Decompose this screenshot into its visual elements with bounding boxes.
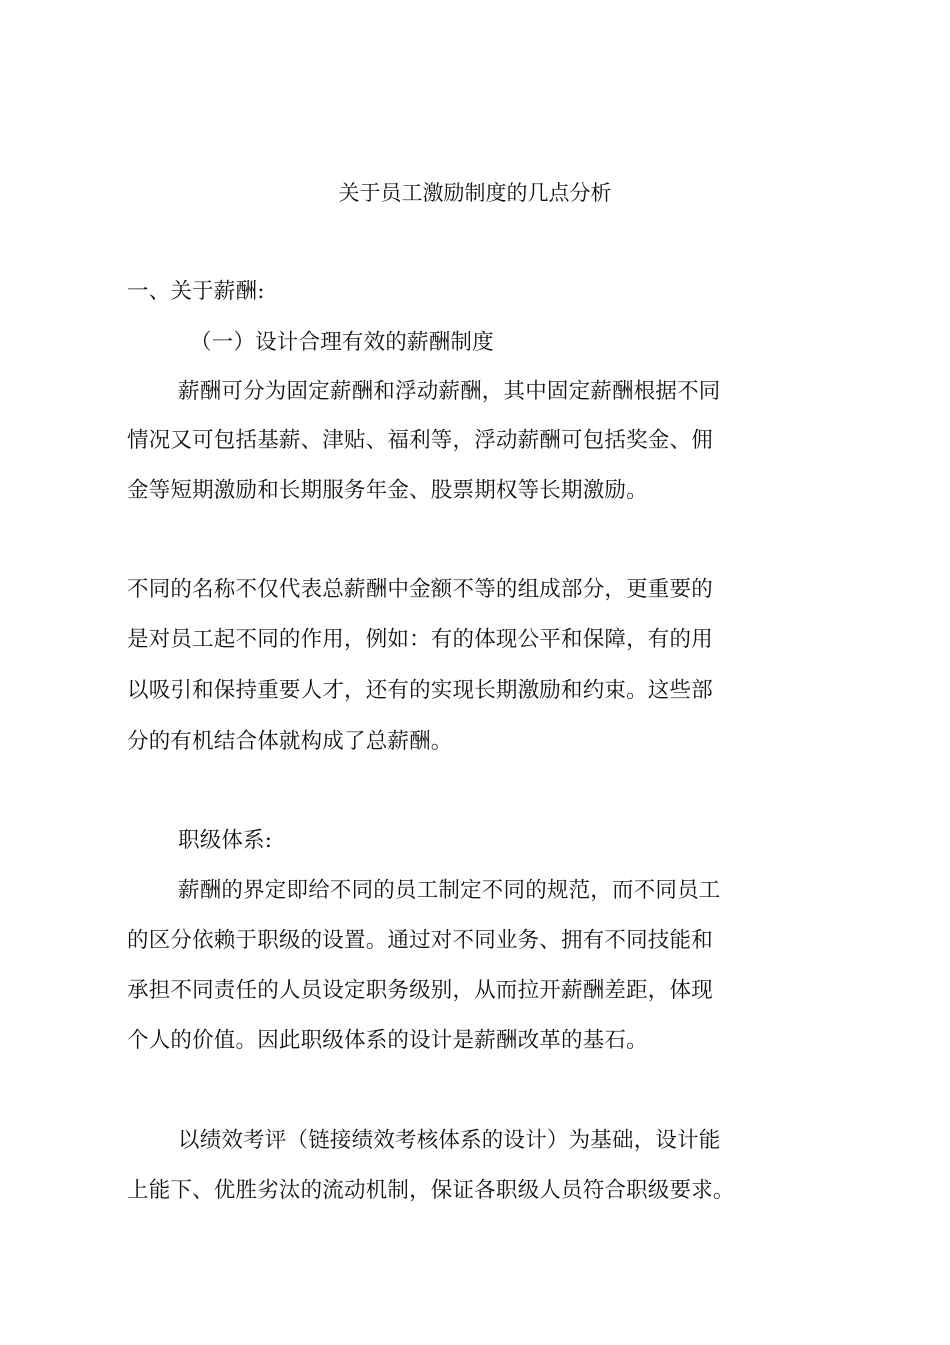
paragraph-1-line-1: 薪酬可分为固定薪酬和浮动薪酬，其中固定薪酬根据不同 [178,379,721,404]
paragraph-1-line-3: 金等短期激励和长期服务年金、股票期权等长期激励。 [127,478,648,503]
paragraph-2-line-1: 不同的名称不仅代表总薪酬中金额不等的组成部分，更重要的 [127,577,713,602]
section-heading: 一、关于薪酬: [127,279,265,304]
paragraph-3-line-2: 的区分依赖于职级的设置。通过对不同业务、拥有不同技能和 [127,928,713,953]
paragraph-3-line-4: 个人的价值。因此职级体系的设计是薪酬改革的基石。 [127,1028,648,1053]
paragraph-4-line-1: 以绩效考评（链接绩效考核体系的设计）为基础，设计能 [178,1128,721,1153]
paragraph-3-line-1: 薪酬的界定即给不同的员工制定不同的规范，而不同员工 [178,878,721,903]
paragraph-1-line-2: 情况又可包括基薪、津贴、福利等，浮动薪酬可包括奖金、佣 [127,428,713,453]
paragraph-2-line-2: 是对员工起不同的作用，例如：有的体现公平和保障，有的用 [127,627,713,652]
subsection-heading: （一）设计合理有效的薪酬制度 [190,330,494,355]
paragraph-2-line-4: 分的有机结合体就构成了总薪酬。 [127,729,453,754]
document-title: 关于员工激励制度的几点分析 [338,181,612,205]
rank-system-heading: 职级体系: [178,828,273,853]
paragraph-3-line-3: 承担不同责任的人员设定职务级别，从而拉开薪酬差距，体现 [127,978,713,1003]
paragraph-4-line-2: 上能下、优胜劣汰的流动机制，保证各职级人员符合职级要求。 [127,1178,735,1203]
paragraph-2-line-3: 以吸引和保持重要人才，还有的实现长期激励和约束。这些部 [127,678,713,703]
